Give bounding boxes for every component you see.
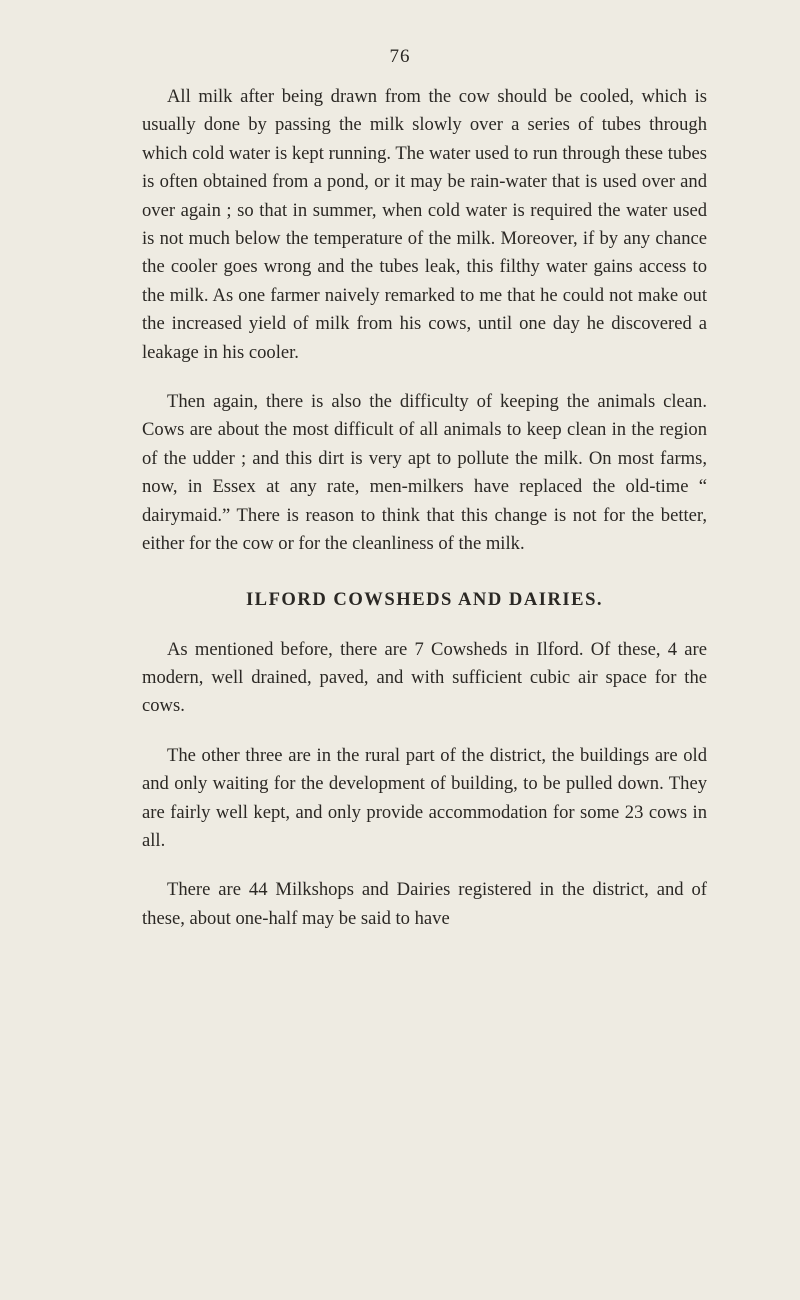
body-text xyxy=(142,83,707,933)
paragraph-milkshops: There are 44 Milkshops and Dairies registered in the district, and of these, about one-half may be said to have xyxy=(142,879,707,929)
paragraph-cleanliness: Then again, there is also the difficulty of keeping the animals clean. Cows are about the most difficult of all animals to keep clean in the region of the udder ; and this dirt is very apt to pollute the milk. On most farms, now, in Essex at any rate, men-milkers have replaced the old-time “ dairymaid.” There is reason to think that this change is not for the better, either for the cow or for the cleanliness of the milk. xyxy=(142,391,707,555)
page-number: 76 xyxy=(389,46,411,67)
paragraph-rural-buildings: The other three are in the rural part of the district, the buildings are old and only waiting for the development of building, to be pulled down. They are fairly well kept, and only provide accommodation for some 23 cows in all. xyxy=(142,744,707,851)
paragraph-cowsheds: As mentioned before, there are 7 Cowsheds in Ilford. Of these, 4 are modern, well drained, paved, and with sufficient cubic air space for the cows. xyxy=(142,638,707,717)
section-heading: ILFORD COWSHEDS AND DAIRIES. xyxy=(245,588,604,610)
paragraph-milk-cooling: All milk after being drawn from the cow should be cooled, which is usually done by passing the milk slowly over a series of tubes through which cold water is kept running. The water used to run through these tubes is often obtained from a pond, or it may be rain-water that is used over and over again ; so that in summer, when cold water is required the water used is not much below the temperature of the milk. Moreover, if by any chance the cooler goes wrong and the tubes leak, this filthy water gains access to the milk. As one farmer naively remarked to me that he could not make out the increased yield of milk from his cows, until one day he discovered a leakage in his cooler. xyxy=(142,86,707,363)
